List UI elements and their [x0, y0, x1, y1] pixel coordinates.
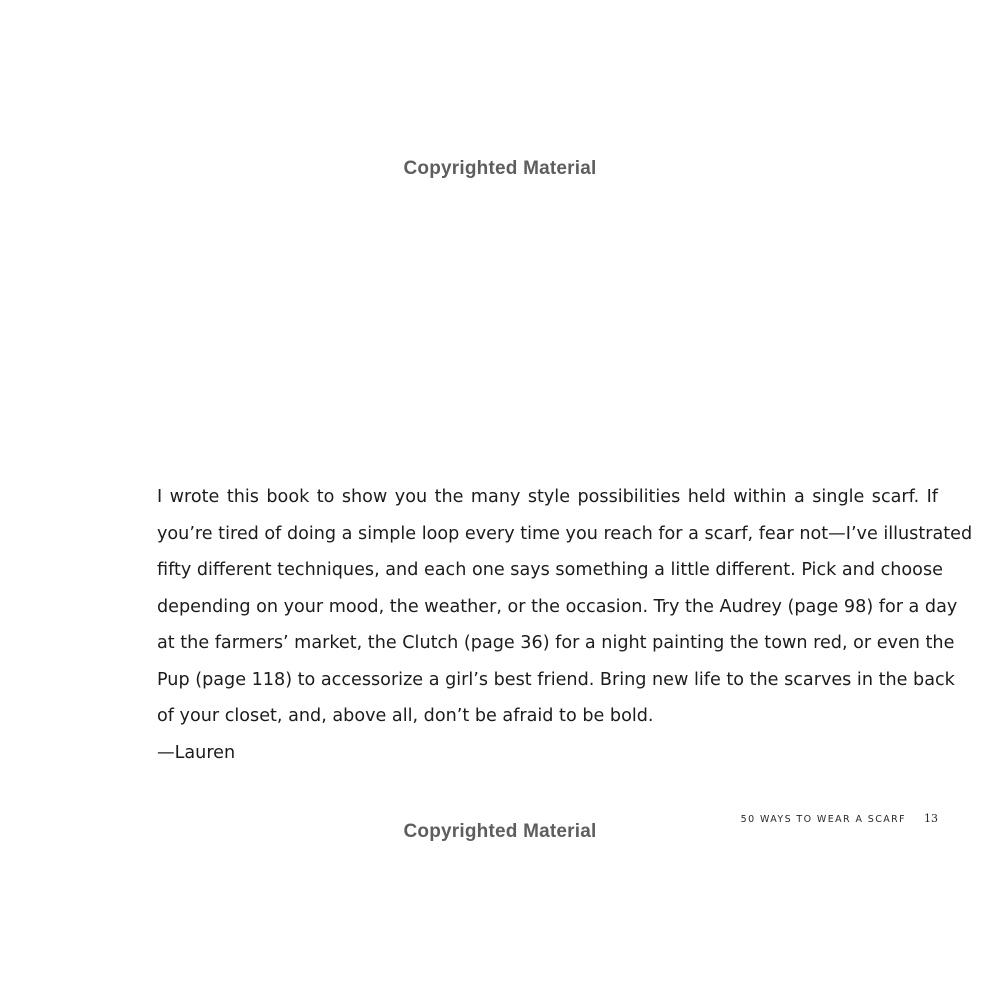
paragraph-line: of your closet, and, above all, don’t be afraid to be bold. [157, 706, 654, 726]
paragraph-line: depending on your mood, the weather, or the occasion. Try the Audrey (page 98) for a day [157, 596, 958, 617]
page-number: 13 [924, 812, 938, 825]
paragraph-line: Pup (page 118) to accessorize a girl’s best friend. Bring new life to the scarves in the back [157, 669, 955, 690]
paragraph-line: fifty different techniques, and each one says something a little different. Pick and choose [157, 560, 943, 580]
copyright-watermark-top: Copyrighted Material [403, 158, 597, 179]
paragraph-line: I wrote this book to show you the many style possibilities held within a single scarf. If [157, 487, 938, 507]
running-title: 50 WAYS TO WEAR A SCARF [740, 814, 906, 825]
body-paragraph [157, 479, 973, 735]
author-signature: —Lauren [157, 743, 236, 763]
paragraph-line: at the farmers’ market, the Clutch (page 36) for a night painting the town red, or even the [157, 633, 955, 653]
paragraph-line: you’re tired of doing a simple loop every time you reach for a scarf, fear not—I’ve illustrated [157, 523, 973, 544]
copyright-watermark-bottom: Copyrighted Material [403, 821, 597, 842]
